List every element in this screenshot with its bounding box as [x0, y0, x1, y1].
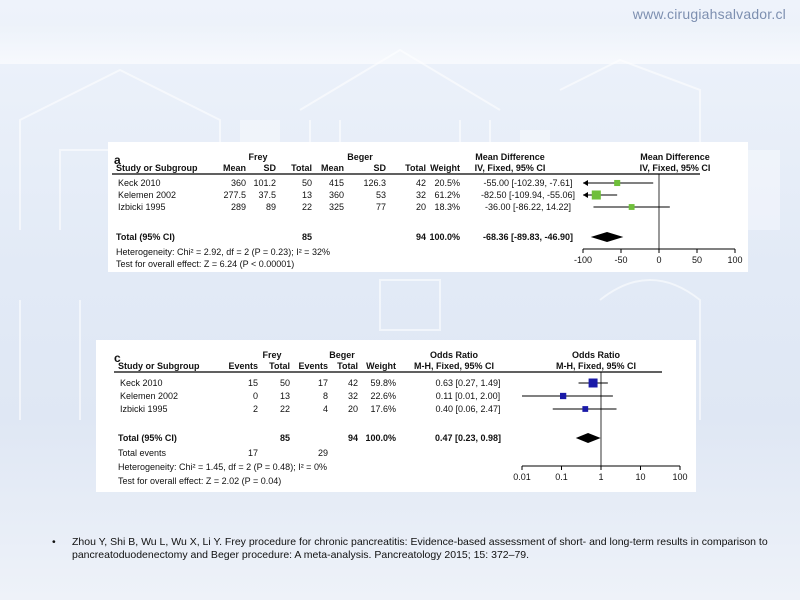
study-name: Keck 2010 [118, 178, 161, 188]
column-header-beger-total: Total [405, 163, 426, 173]
x-tick-label: -50 [614, 255, 628, 265]
panel-label-c: c [114, 351, 121, 365]
group-header-beger: Beger [347, 152, 373, 162]
frey-total: 22 [279, 404, 290, 414]
x-tick-label: 0.01 [513, 472, 531, 482]
heterogeneity-text: Heterogeneity: Chi² = 2.92, df = 2 (P = 0.23); I² = 32% [116, 247, 330, 257]
frey-sd: 89 [265, 202, 276, 212]
frey-mean: 289 [230, 202, 246, 212]
study-name: Izbicki 1995 [118, 202, 166, 212]
beger-total: 32 [415, 190, 426, 200]
column-header-study: Study or Subgroup [116, 163, 198, 173]
point-square [560, 393, 566, 399]
heterogeneity-text: Heterogeneity: Chi² = 1.45, df = 2 (P = 0.48); I² = 0% [118, 462, 327, 472]
x-tick-label: -100 [573, 255, 593, 265]
frey-events: 0 [252, 391, 258, 401]
header-band [0, 24, 800, 64]
beger-total: 32 [347, 391, 358, 401]
column-header-beger-events: Events [298, 361, 328, 371]
citation-bullet: • [52, 536, 56, 548]
x-tick-label: 1 [598, 472, 604, 482]
total-label: Total (95% CI) [118, 433, 177, 443]
site-url: www.cirugiahsalvador.cl [632, 6, 786, 22]
study-name: Keck 2010 [120, 378, 163, 388]
column-header-frey-events: Events [228, 361, 258, 371]
citation-text: Zhou Y, Shi B, Wu L, Wu X, Li Y. Frey procedure for chronic pancreatitis: Evidence-based assessment of short- and long-term results in comparison to pancreatoduodenectomy and Beger procedure: A meta-analysis. Pancreatology 2015; 15: 372–79. [72, 536, 768, 561]
total-label: Total (95% CI) [116, 232, 175, 242]
beger-mean: 325 [328, 202, 344, 212]
ci-arrow [583, 192, 588, 198]
column-header-weight: Weight [366, 361, 396, 371]
total-ci: -68.36 [-89.83, -46.90] [482, 232, 574, 242]
point-square [629, 204, 635, 210]
study-weight: 20.5% [434, 178, 460, 188]
total-diamond [576, 433, 601, 443]
column-subheader-ci: IV, Fixed, 95% CI [474, 163, 546, 173]
total-diamond [591, 232, 624, 242]
x-tick-label: 100 [727, 255, 743, 265]
x-tick-label: 0 [656, 255, 662, 265]
column-header-frey-total: Total [269, 361, 290, 371]
study-name: Izbicki 1995 [120, 404, 168, 414]
total-ci: 0.47 [0.23, 0.98] [434, 433, 502, 443]
total-weight: 100.0% [429, 232, 460, 242]
frey-mean: 360 [230, 178, 246, 188]
column-header-frey-total: Total [291, 163, 312, 173]
forest-plot-c [96, 340, 696, 492]
frey-sd: 101.2 [253, 178, 276, 188]
beger-sd: 77 [375, 202, 386, 212]
frey-events: 15 [247, 378, 258, 388]
group-header-frey: Frey [248, 152, 268, 162]
x-tick-label: 100 [672, 472, 688, 482]
column-header-or-plot: Odds Ratio [571, 350, 621, 360]
study-weight: 17.6% [370, 404, 396, 414]
total-events-label: Total events [118, 448, 167, 458]
x-tick-label: 0.1 [555, 472, 568, 482]
frey-total: 50 [279, 378, 290, 388]
study-ci: 0.11 [0.01, 2.00] [435, 391, 501, 401]
frey-mean: 277.5 [223, 190, 246, 200]
x-tick-label: 10 [635, 472, 646, 482]
column-header-or: Odds Ratio [429, 350, 479, 360]
forest-plot-a-svg [108, 142, 748, 272]
column-header-md: Mean Difference [475, 152, 545, 162]
beger-events: 4 [322, 404, 328, 414]
study-ci: -36.00 [-86.22, 14.22] [484, 202, 572, 212]
point-square [614, 180, 620, 186]
total-frey: 85 [279, 433, 290, 443]
forest-plot-a [108, 142, 748, 272]
overall-effect-text: Test for overall effect: Z = 6.24 (P < 0.00001) [116, 259, 295, 269]
beger-mean: 360 [328, 190, 344, 200]
beger-total: 42 [415, 178, 426, 188]
column-subheader-plot: M-H, Fixed, 95% CI [555, 361, 637, 371]
beger-total: 42 [347, 378, 358, 388]
study-name: Kelemen 2002 [118, 190, 177, 200]
total-events-frey: 17 [247, 448, 258, 458]
column-subheader-ci: M-H, Fixed, 95% CI [413, 361, 495, 371]
beger-total: 20 [347, 404, 358, 414]
x-tick-label: 50 [691, 255, 703, 265]
total-beger: 94 [347, 433, 358, 443]
total-beger: 94 [415, 232, 426, 242]
panel-label-a: a [114, 153, 121, 167]
study-weight: 61.2% [434, 190, 460, 200]
column-header-beger-total: Total [337, 361, 358, 371]
group-header-frey: Frey [262, 350, 282, 360]
citation [52, 536, 772, 562]
total-frey: 85 [301, 232, 312, 242]
beger-sd: 126.3 [363, 178, 386, 188]
ci-arrow [583, 180, 588, 186]
beger-total: 20 [415, 202, 426, 212]
overall-effect-text: Test for overall effect: Z = 2.02 (P = 0.04) [118, 476, 282, 486]
point-square [592, 190, 601, 199]
total-events-beger: 29 [317, 448, 328, 458]
study-ci: -55.00 [-102.39, -7.61] [483, 178, 573, 188]
study-ci: 0.40 [0.06, 2.47] [435, 404, 501, 414]
study-ci: -82.50 [-109.94, -55.06] [480, 190, 576, 200]
beger-mean: 415 [328, 178, 344, 188]
column-header-md-plot: Mean Difference [640, 152, 710, 162]
column-header-frey-mean: Mean [222, 163, 246, 173]
frey-total: 13 [301, 190, 312, 200]
column-subheader-plot: IV, Fixed, 95% CI [639, 163, 711, 173]
frey-sd: 37.5 [258, 190, 276, 200]
column-header-beger-mean: Mean [320, 163, 344, 173]
frey-total: 50 [301, 178, 312, 188]
study-ci: 0.63 [0.27, 1.49] [435, 378, 501, 388]
frey-events: 2 [252, 404, 258, 414]
point-square [582, 406, 588, 412]
column-header-beger-sd: SD [373, 163, 386, 173]
forest-plot-c-svg [96, 340, 696, 492]
frey-total: 22 [301, 202, 312, 212]
column-header-frey-sd: SD [263, 163, 276, 173]
study-name: Kelemen 2002 [120, 391, 179, 401]
total-weight: 100.0% [365, 433, 396, 443]
column-header-weight: Weight [430, 163, 460, 173]
beger-events: 17 [317, 378, 328, 388]
study-weight: 59.8% [370, 378, 396, 388]
group-header-beger: Beger [329, 350, 355, 360]
point-square [589, 379, 598, 388]
column-header-study: Study or Subgroup [118, 361, 200, 371]
beger-events: 8 [322, 391, 328, 401]
study-weight: 18.3% [434, 202, 460, 212]
study-weight: 22.6% [370, 391, 396, 401]
beger-sd: 53 [375, 190, 386, 200]
frey-total: 13 [279, 391, 290, 401]
